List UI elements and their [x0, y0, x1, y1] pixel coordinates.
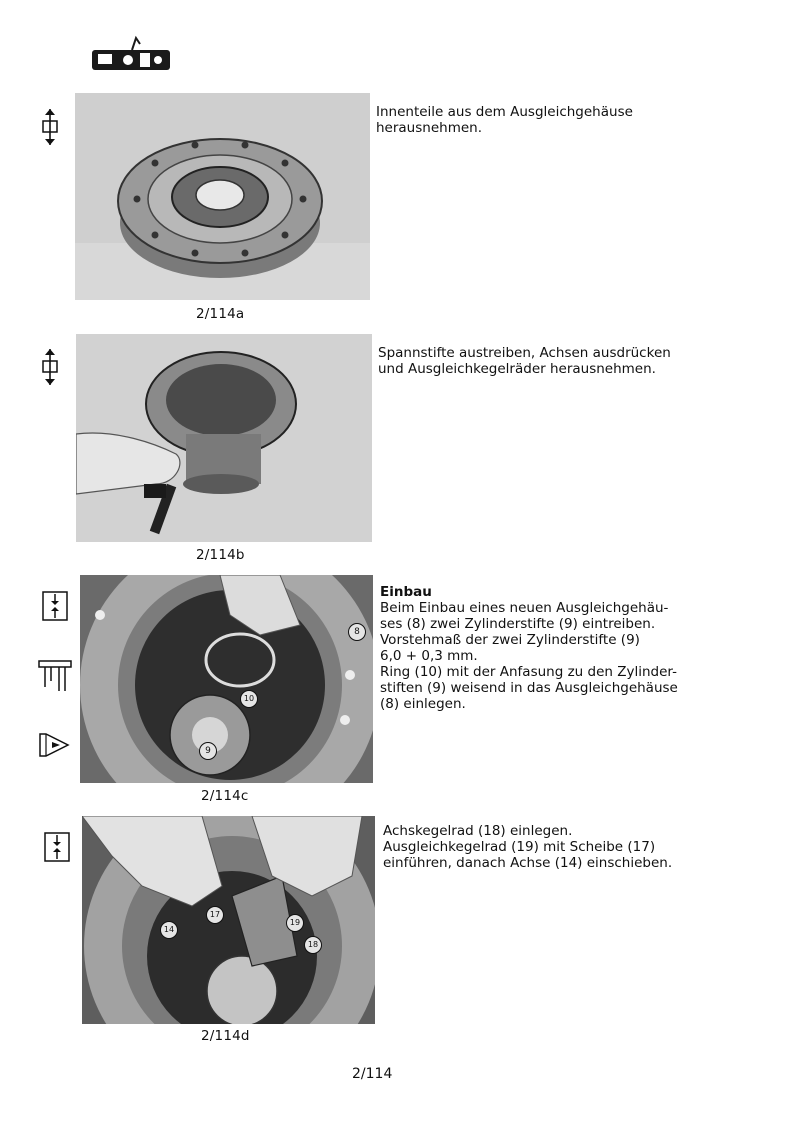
chamfer-direction-icon	[38, 732, 72, 758]
photo-driving-out-pins	[76, 334, 372, 542]
callout-label: 19	[286, 914, 304, 932]
instruction-text: Spannstifte austreiben, Achsen ausdrücken und Ausgleichkegelräder herausnehmen.	[378, 345, 671, 377]
callout-label: 14	[160, 921, 178, 939]
photo-ring-insertion	[80, 575, 373, 783]
callout-label: 17	[206, 906, 224, 924]
caliper-measure-icon	[37, 657, 73, 693]
assembly-arrows-icon	[44, 832, 70, 862]
section-heading: Einbau	[380, 584, 432, 600]
instruction-text: Innenteile aus dem Ausgleichgehäuse herausnehmen.	[376, 104, 633, 136]
disassembly-arrows-icon	[40, 348, 60, 386]
callout-label: 9	[199, 742, 217, 760]
instruction-text: Einbau Beim Einbau eines neuen Ausgleichgehäu- ses (8) zwei Zylinderstifte (9) eintreiben. Vorstehmaß der zwei Zylinderstifte (9) 6,0 + 0,3 mm. Ring (10) mit der Anfasung zu den Zylinder- stiften (9) weisend in das Ausgleichgehäuse (8) einlegen.	[380, 584, 678, 712]
figure-caption: 2/114c	[201, 788, 249, 804]
disassembly-arrows-icon	[40, 108, 60, 146]
callout-label: 18	[304, 936, 322, 954]
callout-label: 8	[348, 623, 366, 641]
figure-caption: 2/114b	[196, 547, 245, 563]
page-number: 2/114	[352, 1066, 393, 1082]
figure-caption: 2/114a	[196, 306, 245, 322]
figure-caption: 2/114d	[201, 1028, 250, 1044]
photo-differential-housing	[75, 93, 370, 300]
photo-bevel-gear-assembly	[82, 816, 375, 1024]
tractor-gearbox-logo-icon	[88, 34, 178, 76]
instruction-text: Achskegelrad (18) einlegen. Ausgleichkegelrad (19) mit Scheibe (17) einführen, danach Achse (14) einschieben.	[383, 823, 673, 871]
callout-label: 10	[240, 690, 258, 708]
assembly-arrows-icon	[42, 591, 68, 621]
